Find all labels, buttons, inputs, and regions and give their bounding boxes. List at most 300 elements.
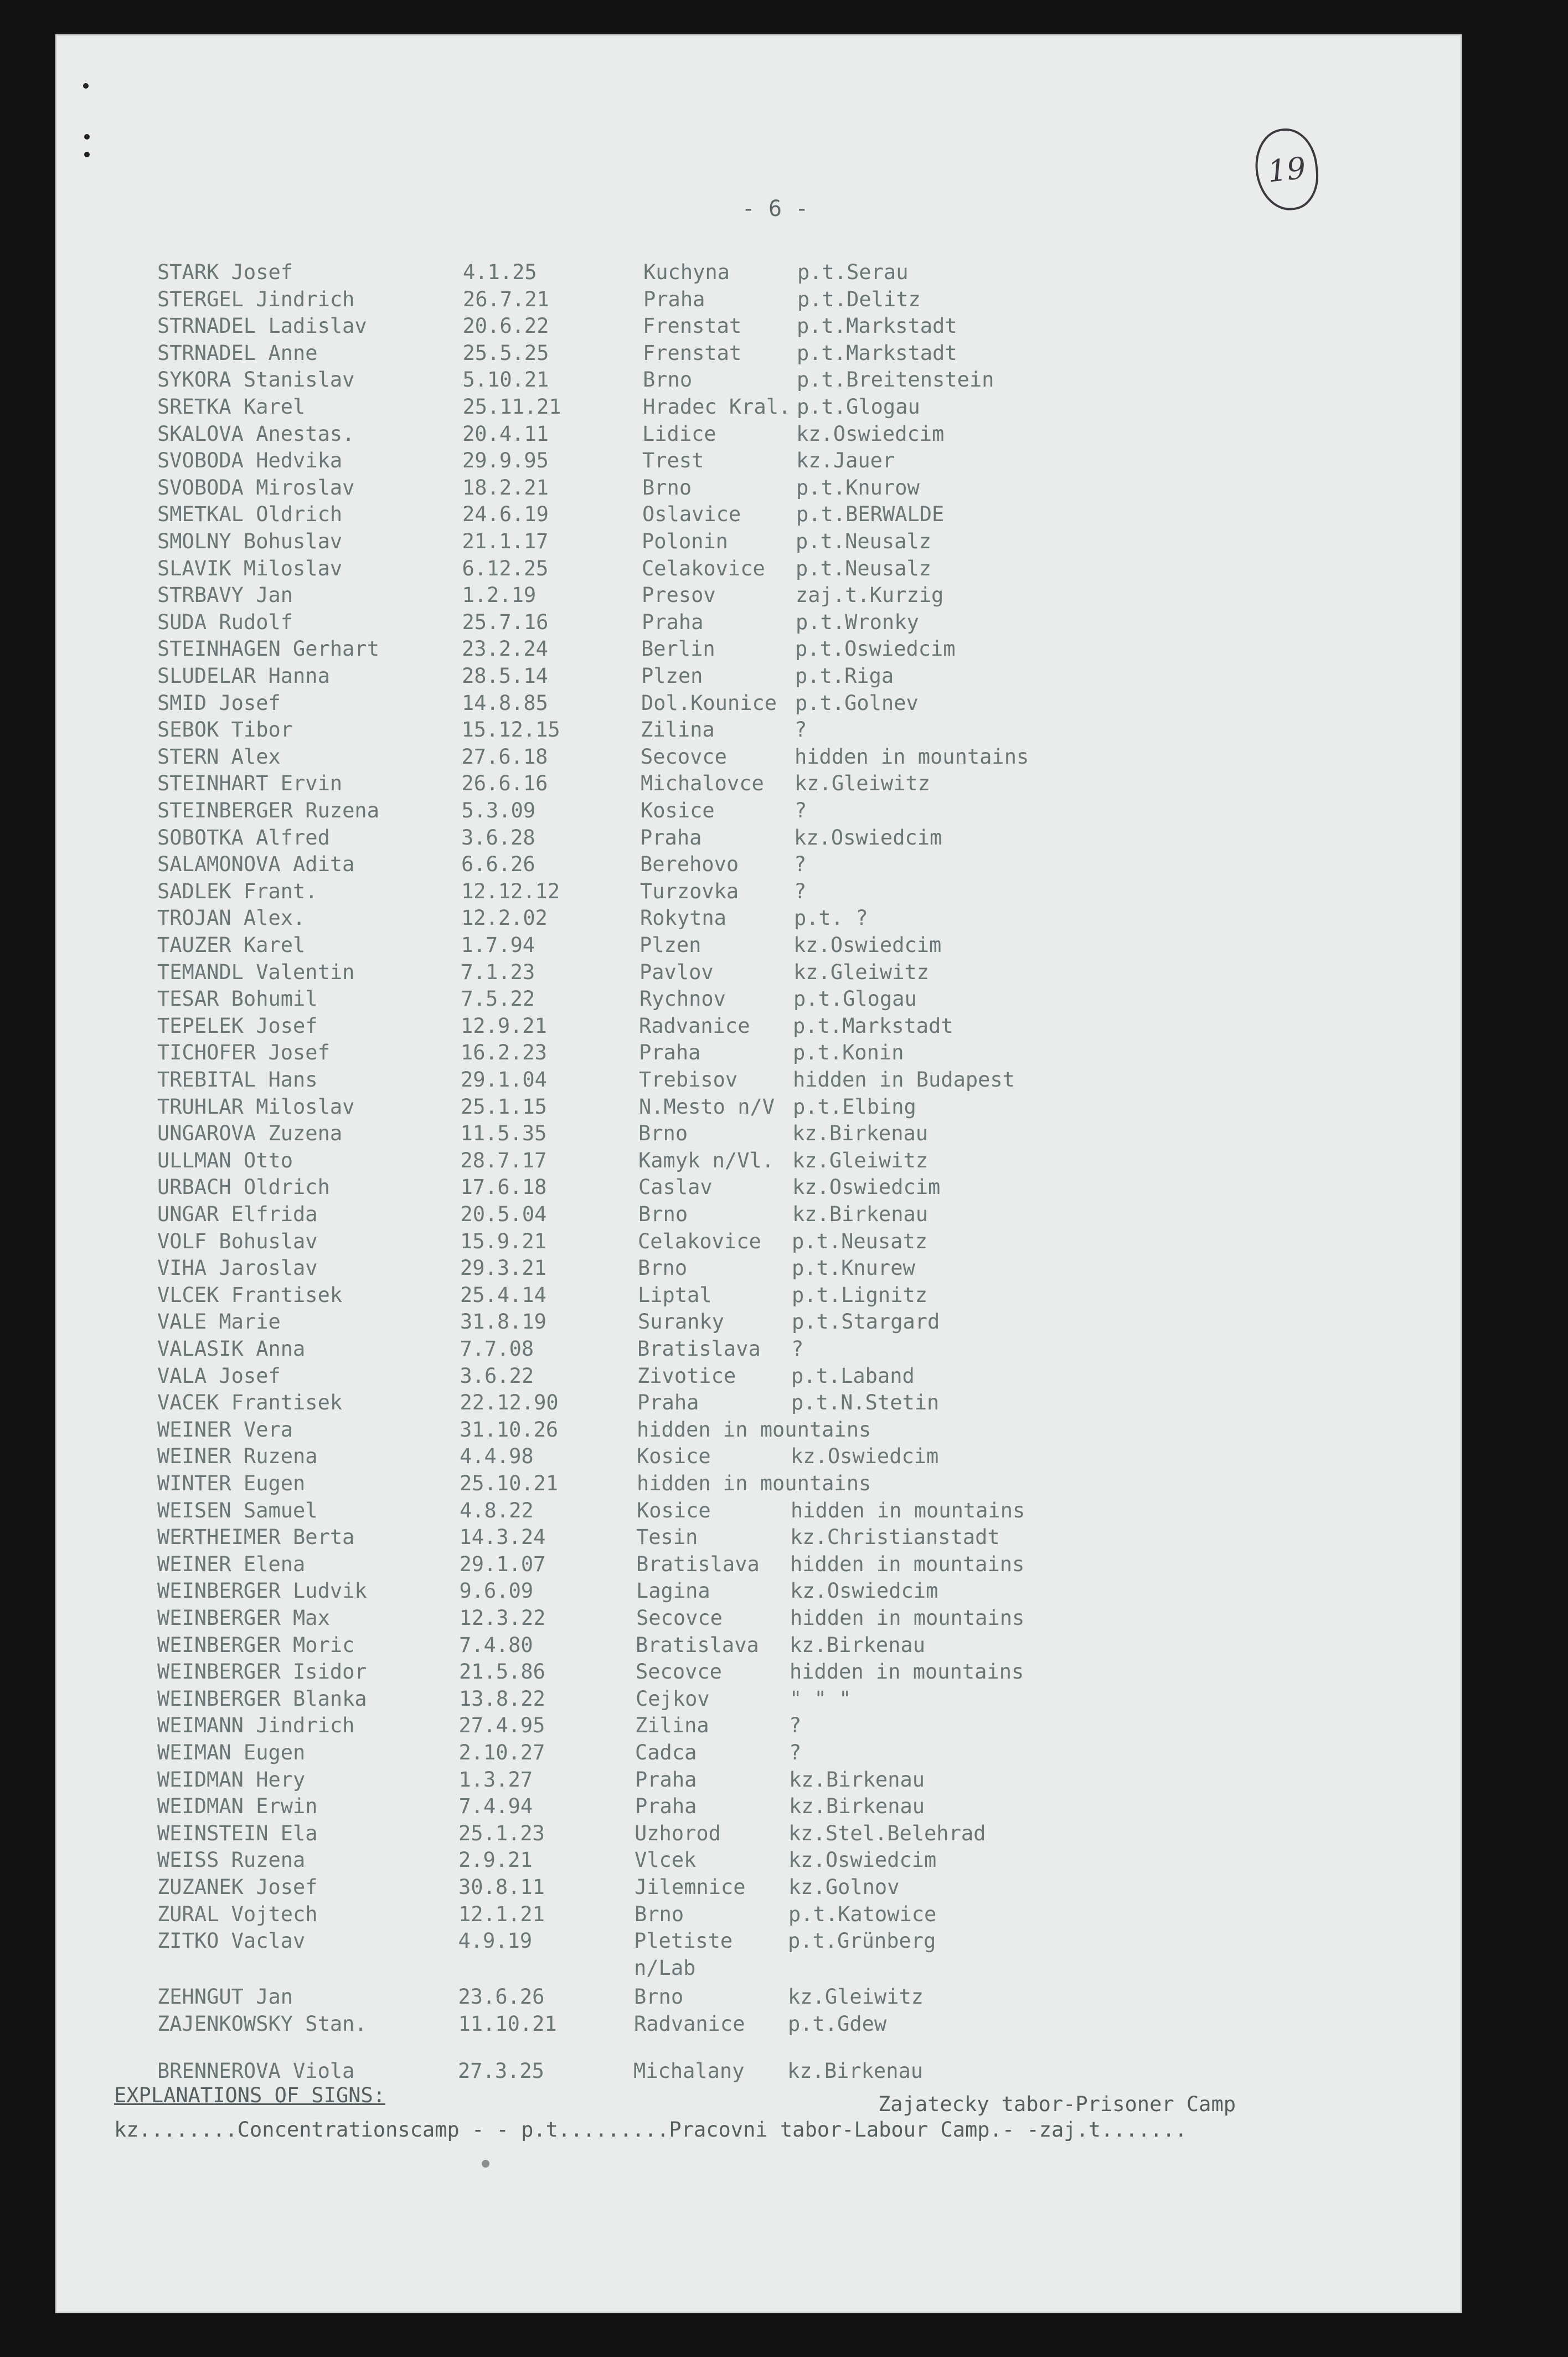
list-item xyxy=(55,691,1462,720)
person-name: TROJAN Alex. xyxy=(157,906,306,930)
camp-status: p.t.Glogau xyxy=(793,987,917,1011)
list-item xyxy=(55,771,1462,800)
list-item xyxy=(55,1014,1462,1043)
birth-date: 15.9.21 xyxy=(460,1229,546,1253)
camp-status: kz.Birkenau xyxy=(792,1121,929,1146)
person-name: URBACH Oldrich xyxy=(157,1175,330,1200)
person-name: SRETKA Karel xyxy=(157,395,306,419)
birth-date: 24.6.19 xyxy=(462,502,549,527)
person-name: VLCEK Frantisek xyxy=(157,1283,343,1307)
list-item xyxy=(55,637,1462,666)
list-item xyxy=(55,341,1462,370)
camp-status: hidden in mountains xyxy=(790,1552,1025,1576)
birth-place: Liptal xyxy=(638,1283,712,1307)
explanations-prisoner-camp-note: Zajatecky tabor-Prisoner Camp xyxy=(878,2092,1236,2116)
person-name: WEIMANN Jindrich xyxy=(157,1713,355,1738)
person-name: ZURAL Vojtech xyxy=(157,1902,318,1926)
birth-place: Kosice xyxy=(637,1498,711,1522)
birth-date: 21.1.17 xyxy=(462,529,549,553)
camp-status: p.t.Oswiedcim xyxy=(795,637,956,661)
list-item xyxy=(55,1499,1462,1527)
list-item xyxy=(55,287,1462,316)
camp-status: hidden in mountains xyxy=(795,744,1029,769)
list-item xyxy=(55,1310,1462,1339)
camp-status: p.t.Golnev xyxy=(795,691,919,715)
birth-date: 29.9.95 xyxy=(462,449,549,473)
birth-date: 27.4.95 xyxy=(458,1713,545,1738)
list-item xyxy=(55,260,1462,289)
list-item xyxy=(55,1364,1462,1393)
list-item xyxy=(55,960,1462,989)
explanations-heading: EXPLANATIONS OF SIGNS: xyxy=(114,2083,386,2107)
list-item xyxy=(55,718,1462,747)
person-name: TESAR Bohumil xyxy=(157,987,318,1011)
person-name: ZUZANEK Josef xyxy=(157,1875,318,1899)
camp-status: p.t.Laband xyxy=(791,1363,915,1388)
birth-place: Hradec Kral. xyxy=(643,395,791,419)
person-name: ZITKO Vaclav xyxy=(157,1929,306,1953)
birth-place: Frenstat xyxy=(643,341,742,365)
list-item xyxy=(55,1256,1462,1285)
birth-date: 4.4.98 xyxy=(460,1444,534,1469)
list-item xyxy=(55,1956,1462,1985)
handwritten-folio-number: 19 xyxy=(1252,126,1322,214)
person-name: SLUDELAR Hanna xyxy=(157,664,330,688)
person-name: ULLMAN Otto xyxy=(157,1148,293,1172)
birth-place: Michalany xyxy=(633,2058,745,2083)
birth-place: Celakovice xyxy=(642,556,765,580)
birth-date: 25.10.21 xyxy=(460,1471,559,1495)
birth-date: 6.12.25 xyxy=(462,556,549,580)
list-item xyxy=(55,1875,1462,1904)
birth-date: 16.2.23 xyxy=(461,1041,547,1065)
birth-date: 25.5.25 xyxy=(462,341,549,365)
list-item xyxy=(55,1552,1462,1581)
birth-place: Bratislava xyxy=(636,1552,760,1576)
list-item xyxy=(55,1121,1462,1150)
camp-status: p.t.Serau xyxy=(797,260,909,284)
camp-status: hidden in Budapest xyxy=(793,1068,1015,1092)
person-name: WEINBERGER Moric xyxy=(157,1633,355,1657)
birth-place: hidden in mountains xyxy=(637,1417,871,1442)
list-item xyxy=(55,610,1462,639)
person-name: TREBITAL Hans xyxy=(157,1068,318,1092)
list-item xyxy=(55,799,1462,827)
birth-place: hidden in mountains xyxy=(637,1471,871,1495)
birth-place: Bratislava xyxy=(637,1337,761,1361)
birth-place: Vlcek xyxy=(635,1848,697,1872)
person-name: STRNADEL Anne xyxy=(157,341,318,365)
list-item xyxy=(55,314,1462,343)
birth-date: 28.7.17 xyxy=(460,1148,547,1172)
camp-status: p.t.Knurow xyxy=(796,475,920,500)
person-name: STRNADEL Ladislav xyxy=(157,314,367,338)
list-item xyxy=(55,502,1462,531)
birth-date: 27.6.18 xyxy=(461,744,548,769)
birth-date: 7.5.22 xyxy=(461,987,535,1011)
birth-date: 30.8.11 xyxy=(458,1875,545,1899)
person-name: VACEK Frantisek xyxy=(157,1391,343,1415)
camp-status: p.t.Delitz xyxy=(797,287,921,311)
list-item xyxy=(55,1687,1462,1716)
camp-status: kz.Oswiedcim xyxy=(788,1848,937,1872)
birth-date: 4.9.19 xyxy=(458,1929,533,1953)
camp-status: kz.Oswiedcim xyxy=(796,421,945,446)
camp-status: p.t.Markstadt xyxy=(797,341,957,365)
camp-status: p.t. ? xyxy=(794,906,868,930)
person-name: VOLF Bohuslav xyxy=(157,1229,318,1253)
birth-date: 14.3.24 xyxy=(459,1525,546,1550)
camp-status: zaj.t.Kurzig xyxy=(796,583,944,608)
camp-status: p.t.Breitenstein xyxy=(797,368,994,392)
birth-place: Brno xyxy=(634,1985,684,2009)
birth-place: Lidice xyxy=(642,421,716,446)
birth-date: 12.2.02 xyxy=(461,906,548,930)
birth-place: Praha xyxy=(639,1041,701,1065)
birth-place: Praha xyxy=(640,825,702,850)
person-name: WERTHEIMER Berta xyxy=(157,1525,355,1550)
list-item xyxy=(55,1095,1462,1124)
list-item xyxy=(55,1902,1462,1931)
birth-place: Secovce xyxy=(636,1660,722,1684)
person-name: TRUHLAR Miloslav xyxy=(157,1094,355,1119)
birth-place: Secovce xyxy=(636,1606,723,1630)
birth-place: Kosice xyxy=(637,1444,711,1469)
list-item xyxy=(55,745,1462,774)
camp-status: kz.Oswiedcim xyxy=(791,1444,939,1469)
birth-place: Trebisov xyxy=(639,1068,738,1092)
camp-status: kz.Oswiedcim xyxy=(790,1579,938,1603)
birth-date: 25.4.14 xyxy=(460,1283,546,1307)
person-name: TICHOFER Josef xyxy=(157,1041,330,1065)
camp-status: p.t.Neusalz xyxy=(796,529,932,553)
birth-date: 28.5.14 xyxy=(462,664,548,688)
birth-place: Turzovka xyxy=(640,879,739,903)
birth-place: Brno xyxy=(638,1202,688,1226)
birth-date: 14.8.85 xyxy=(462,691,548,715)
birth-date: 26.6.16 xyxy=(461,771,548,796)
birth-place: Brno xyxy=(642,475,692,500)
camp-status: p.t.N.Stetin xyxy=(791,1391,940,1415)
birth-place: Frenstat xyxy=(643,314,742,338)
person-name: TAUZER Karel xyxy=(157,933,306,957)
person-name: SMOLNY Bohuslav xyxy=(157,529,343,553)
person-name: STERN Alex xyxy=(157,744,281,769)
birth-date: 26.7.21 xyxy=(463,287,549,311)
list-item xyxy=(55,1713,1462,1742)
birth-place: Bratislava xyxy=(636,1633,759,1657)
person-name: WEINBERGER Ludvik xyxy=(157,1579,367,1603)
birth-date: 20.5.04 xyxy=(460,1202,547,1226)
birth-date: 2.9.21 xyxy=(458,1848,533,1872)
list-item xyxy=(55,933,1462,962)
birth-date: 27.3.25 xyxy=(458,2058,544,2083)
camp-status: ? xyxy=(794,852,807,877)
birth-place: Polonin xyxy=(642,529,728,553)
birth-date: 11.10.21 xyxy=(458,2012,557,2036)
person-name: VALASIK Anna xyxy=(157,1337,306,1361)
camp-status: kz.Gleiwitz xyxy=(792,1148,929,1172)
list-item xyxy=(55,1068,1462,1097)
person-name: VALA Josef xyxy=(157,1363,281,1388)
birth-place: Brno xyxy=(635,1902,684,1926)
person-name: SOBOTKA Alfred xyxy=(157,825,330,850)
explanations-line: kz........Concentrationscamp - - p.t.........Pracovni tabor-Labour Camp.- -zaj.t....... xyxy=(114,2118,1188,2142)
camp-status: p.t.Konin xyxy=(793,1041,904,1065)
list-item xyxy=(55,1579,1462,1608)
list-item xyxy=(55,1606,1462,1635)
list-item xyxy=(55,987,1462,1016)
list-item xyxy=(55,1202,1462,1231)
page-number: - 6 - xyxy=(741,196,809,222)
birth-date: 12.9.21 xyxy=(461,1013,547,1038)
birth-place: Zilina xyxy=(635,1713,709,1738)
list-item xyxy=(55,1175,1462,1204)
person-name: WEIDMAN Hery xyxy=(157,1767,306,1792)
list-item xyxy=(55,422,1462,451)
camp-status: p.t.Knurew xyxy=(792,1256,915,1280)
person-name: BRENNEROVA Viola xyxy=(157,2058,355,2083)
camp-status: p.t.Glogau xyxy=(797,395,920,419)
list-item xyxy=(55,664,1462,693)
camp-status: p.t.Elbing xyxy=(793,1094,916,1119)
person-name: SVOBODA Hedvika xyxy=(157,449,343,473)
document-sheet xyxy=(55,34,1462,2313)
list-item xyxy=(55,879,1462,908)
name-list xyxy=(55,34,1462,2313)
list-item xyxy=(55,1848,1462,1877)
camp-status: " " " xyxy=(790,1686,852,1711)
birth-date: 12.1.21 xyxy=(458,1902,545,1926)
birth-place: Suranky xyxy=(638,1310,724,1334)
birth-place: N.Mesto n/V xyxy=(639,1094,775,1119)
birth-place: n/Lab xyxy=(634,1955,696,1980)
camp-status: ? xyxy=(789,1713,802,1738)
person-name: WINTER Eugen xyxy=(157,1471,306,1495)
birth-place: Kamyk n/Vl. xyxy=(638,1148,775,1172)
camp-status: kz.Oswiedcim xyxy=(792,1175,941,1200)
birth-date: 21.5.86 xyxy=(459,1660,545,1684)
person-name: WEINSTEIN Ela xyxy=(157,1821,318,1845)
person-name: SYKORA Stanislav xyxy=(157,368,355,392)
camp-status: p.t.Katowice xyxy=(788,1902,937,1926)
camp-status: kz.Gleiwitz xyxy=(788,1985,924,2009)
person-name: UNGAROVA Zuzena xyxy=(157,1121,343,1146)
birth-place: Berlin xyxy=(641,637,715,661)
person-name: WEINER Ruzena xyxy=(157,1444,318,1469)
list-item xyxy=(55,1741,1462,1769)
person-name: WEINBERGER Max xyxy=(157,1606,330,1630)
list-item xyxy=(55,2012,1462,2041)
birth-place: Kuchyna xyxy=(643,260,730,284)
birth-date: 12.12.12 xyxy=(461,879,560,903)
list-item xyxy=(55,1471,1462,1500)
list-item xyxy=(55,368,1462,397)
birth-date: 23.2.24 xyxy=(462,637,548,661)
birth-date: 12.3.22 xyxy=(459,1606,546,1630)
birth-place: Rokytna xyxy=(640,906,726,930)
birth-date: 15.12.15 xyxy=(461,718,560,742)
person-name: SVOBODA Miroslav xyxy=(157,475,355,500)
list-item xyxy=(55,1391,1462,1419)
list-item xyxy=(55,1660,1462,1689)
birth-place: Plzen xyxy=(641,664,703,688)
birth-date: 3.6.22 xyxy=(460,1363,534,1388)
camp-status: ? xyxy=(795,718,807,742)
list-item xyxy=(55,906,1462,935)
birth-place: Praha xyxy=(637,1391,699,1415)
list-item xyxy=(55,1633,1462,1662)
person-name: STEINHAGEN Gerhart xyxy=(157,637,379,661)
birth-place: Celakovice xyxy=(638,1229,761,1253)
birth-date: 22.12.90 xyxy=(460,1391,559,1415)
birth-place: Zilina xyxy=(641,718,715,742)
camp-status: kz.Birkenau xyxy=(792,1202,929,1226)
birth-place: Caslav xyxy=(638,1175,713,1200)
birth-date: 29.1.04 xyxy=(461,1068,547,1092)
camp-status: hidden in mountains xyxy=(791,1498,1025,1522)
birth-date: 7.7.08 xyxy=(460,1337,534,1361)
birth-date: 11.5.35 xyxy=(460,1121,547,1146)
birth-date: 17.6.18 xyxy=(460,1175,547,1200)
list-item xyxy=(55,395,1462,424)
birth-place: Michalovce xyxy=(641,771,764,796)
camp-status: ? xyxy=(795,799,807,822)
birth-date: 4.1.25 xyxy=(463,260,537,284)
birth-place: Pavlov xyxy=(639,960,714,984)
list-item xyxy=(55,557,1462,585)
birth-place: Lagina xyxy=(636,1579,710,1603)
list-item xyxy=(55,529,1462,558)
birth-date: 4.8.22 xyxy=(460,1498,534,1522)
birth-place: Trest xyxy=(642,449,704,473)
birth-place: Radvanice xyxy=(634,2012,745,2036)
birth-date: 3.6.28 xyxy=(461,825,535,850)
birth-place: Pletiste xyxy=(634,1929,733,1953)
person-name: WEISEN Samuel xyxy=(157,1498,318,1522)
camp-status: kz.Gleiwitz xyxy=(793,960,930,984)
birth-date: 7.4.80 xyxy=(459,1633,533,1657)
birth-place: Brno xyxy=(643,368,693,392)
person-name: SMETKAL Oldrich xyxy=(157,502,343,527)
birth-place: Zivotice xyxy=(637,1363,736,1388)
birth-date: 29.1.07 xyxy=(459,1552,546,1576)
birth-place: Berehovo xyxy=(640,852,739,877)
camp-status: hidden in mountains xyxy=(790,1660,1024,1684)
birth-date: 9.6.09 xyxy=(459,1579,534,1603)
camp-status: kz.Gleiwitz xyxy=(795,771,931,796)
camp-status: kz.Jauer xyxy=(796,449,895,473)
camp-status: kz.Birkenau xyxy=(790,1633,926,1657)
person-name: WEIDMAN Erwin xyxy=(157,1794,318,1819)
birth-date: 23.6.26 xyxy=(458,1985,545,2009)
camp-status: kz.Birkenau xyxy=(789,1794,925,1819)
person-name: WEINER Elena xyxy=(157,1552,306,1576)
birth-date: 5.3.09 xyxy=(461,799,536,822)
list-item xyxy=(55,583,1462,612)
person-name: SADLEK Frant. xyxy=(157,879,318,903)
list-item xyxy=(55,1283,1462,1312)
person-name: STEINBERGER Ruzena xyxy=(157,799,379,822)
birth-place: Brno xyxy=(638,1256,688,1280)
birth-place: Praha xyxy=(642,610,704,634)
camp-status: p.t.Wronky xyxy=(796,610,919,634)
camp-status: p.t.BERWALDE xyxy=(796,502,945,527)
birth-place: Cadca xyxy=(635,1741,697,1764)
birth-date: 20.4.11 xyxy=(462,421,549,446)
person-name: SMID Josef xyxy=(157,691,281,715)
camp-status: p.t.Markstadt xyxy=(793,1013,953,1038)
camp-status: hidden in mountains xyxy=(790,1606,1025,1630)
person-name: STARK Josef xyxy=(157,260,293,284)
camp-status: ? xyxy=(794,879,807,903)
birth-date: 25.1.15 xyxy=(461,1094,547,1119)
birth-place: Praha xyxy=(635,1767,697,1792)
person-name: WEIMAN Eugen xyxy=(157,1741,306,1764)
camp-status: kz.Birkenau xyxy=(787,2058,924,2083)
list-item xyxy=(55,1525,1462,1554)
camp-status: kz.Birkenau xyxy=(789,1767,925,1792)
person-name: SUDA Rudolf xyxy=(157,610,293,634)
birth-date: 25.1.23 xyxy=(458,1821,545,1845)
list-item xyxy=(55,1337,1462,1366)
person-name: TEMANDL Valentin xyxy=(157,960,355,984)
person-name: UNGAR Elfrida xyxy=(157,1202,318,1226)
birth-date: 1.7.94 xyxy=(461,933,535,957)
list-item xyxy=(55,1768,1462,1797)
camp-status: ? xyxy=(791,1337,804,1361)
person-name: VALE Marie xyxy=(157,1310,281,1334)
birth-place: Uzhorod xyxy=(635,1821,721,1845)
person-name: WEINBERGER Blanka xyxy=(157,1686,367,1711)
camp-status: p.t.Riga xyxy=(795,664,894,688)
birth-date: 1.3.27 xyxy=(458,1767,533,1792)
birth-date: 29.3.21 xyxy=(460,1256,546,1280)
birth-date: 25.7.16 xyxy=(462,610,549,634)
birth-place: Kosice xyxy=(641,799,715,822)
person-name: SLAVIK Miloslav xyxy=(157,556,343,580)
birth-date: 25.11.21 xyxy=(462,395,561,419)
person-name: SALAMONOVA Adita xyxy=(157,852,355,877)
birth-place: Praha xyxy=(643,287,705,311)
camp-status: p.t.Markstadt xyxy=(797,314,957,338)
camp-status: p.t.Grünberg xyxy=(788,1929,936,1953)
list-item xyxy=(55,476,1462,505)
camp-status: p.t.Stargard xyxy=(792,1310,940,1334)
birth-place: Brno xyxy=(638,1121,688,1146)
birth-place: Tesin xyxy=(636,1525,698,1550)
camp-status: kz.Stel.Belehrad xyxy=(788,1821,986,1845)
list-item xyxy=(55,852,1462,881)
camp-status: kz.Christianstadt xyxy=(790,1525,1000,1550)
person-name: WEISS Ruzena xyxy=(157,1848,306,1872)
camp-status: kz.Oswiedcim xyxy=(793,933,942,957)
list-item xyxy=(55,826,1462,855)
person-name: SKALOVA Anestas. xyxy=(157,421,355,446)
birth-place: Cejkov xyxy=(636,1686,710,1711)
person-name: STRBAVY Jan xyxy=(157,583,293,608)
list-item xyxy=(55,1794,1462,1823)
person-name: WEINER Vera xyxy=(157,1417,293,1442)
list-item xyxy=(55,1229,1462,1258)
camp-status: p.t.Gdew xyxy=(788,2012,887,2036)
camp-status: kz.Oswiedcim xyxy=(794,825,942,850)
camp-status: p.t.Neusalz xyxy=(796,556,932,580)
list-item xyxy=(55,1929,1462,1958)
birth-date: 18.2.21 xyxy=(462,475,549,500)
birth-date: 7.1.23 xyxy=(461,960,535,984)
birth-place: Radvanice xyxy=(639,1013,750,1038)
